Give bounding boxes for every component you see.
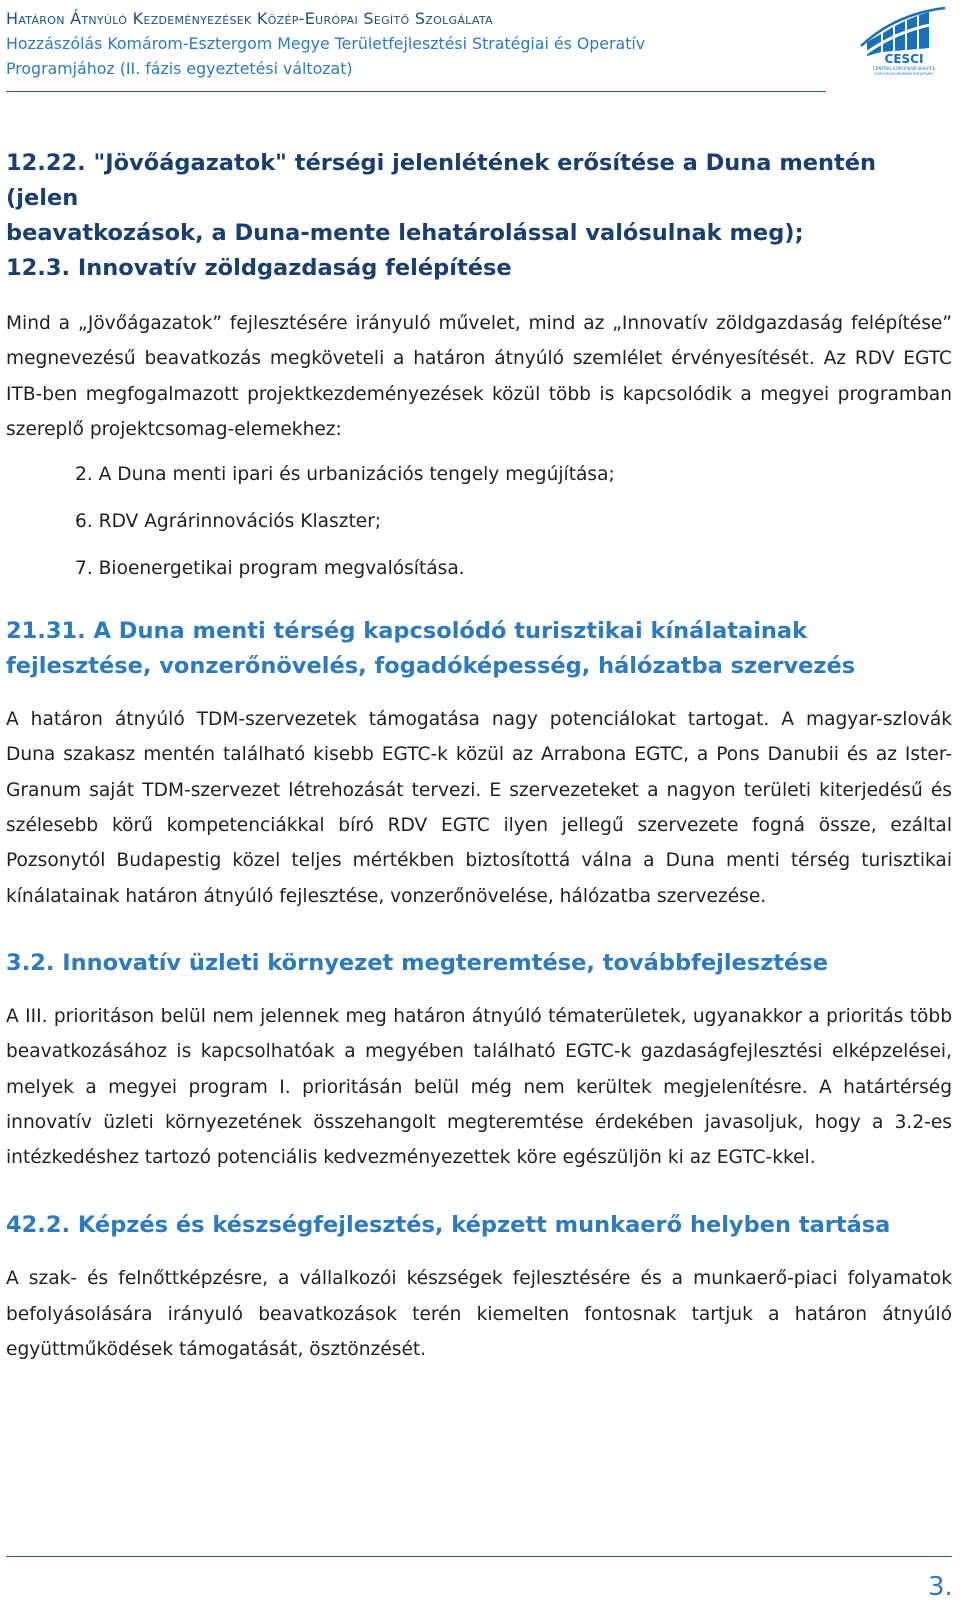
paragraph-uzleti-kornyezet: A III. prioritáson belül nem jelennek meg határon átnyúló tématerületek, ugyanakkor a prioritás több beavatkozásához is kapcsolhatóak a megyében található EGTC-k gazdaságfejlesztési elképzelései, melyek a megyei program I. prioritásán belül még nem kerültek megjelenítésre. A határtérség innovatív üzleti környezetének összehangolt megteremtése érdekében javasoljuk, hogy a 3.2-es intézkedéshez tartozó potenciális kedvezményezettek köre egészüljön ki az EGTC-kkel. xyxy=(6,1005,952,1169)
document-body xyxy=(6,146,952,1367)
organization-title-text: Határon Átnyúló Kezdeményezések Közép-Európai Segítő Szolgálata xyxy=(6,9,493,28)
logo-tagline: CENTRAL EUROPEAN SERVICE xyxy=(872,66,936,71)
document-subtitle-line1: Hozzászólás Komárom-Esztergom Megye Területfejlesztési Stratégiai és Operatív xyxy=(6,34,646,53)
list-item: 7. Bioenergetikai program megvalósítása. xyxy=(75,558,465,580)
list-item: 2. A Duna menti ipari és urbanizációs tengely megújítása; xyxy=(75,464,615,486)
project-list xyxy=(75,451,952,592)
paragraph-turizmus: A határon átnyúló TDM-szervezetek támogatása nagy potenciálokat tartogat. A magyar-szlovák Duna szakasz mentén található kisebb EGTC-k közül az Arrabona EGTC, a Pons Danubii és az Ister-Granum saját TDM-szervezet létrehozását tervezi. E szervezeteket a nagyon területi kiterjedésű és szélesebb körű kompetenciákkal bíró RDV EGTC ilyen jellegű szervezete fogná össze, ezáltal Pozsonytól Budapestig közel teljes mértékben biztosítottá válna a Duna menti térség turisztikai kínálatainak határon átnyúló fejlesztése, vonzerőnövelése, hálózatba szervezése. xyxy=(6,709,952,907)
organization-title xyxy=(6,8,826,30)
heading-line: 12.22. "Jövőágazatok" térségi jelenlétének erősítése a Duna mentén (jelen xyxy=(6,150,877,211)
list-item: 6. RDV Agrárinnovációs Klaszter; xyxy=(75,511,382,533)
paragraph-kepzes: A szak- és felnőttképzésre, a vállalkozói készségek fejlesztésére és a munkaerő-piaci folyamatok befolyásolására irányuló beavatkozások terén kiemelten fontosnak tartjuk a határon átnyúló együttműködések támogatását, ösztönzését. xyxy=(6,1268,952,1361)
footer-divider xyxy=(6,1556,952,1557)
paragraph-jovoagazatok: Mind a „Jövőágazatok” fejlesztésére irányuló művelet, mind az „Innovatív zöldgazdaság felépítése” megnevezésű beavatkozás megköveteli a határon átnyúló szemlélet érvényesítését. Az RDV EGTC ITB-ben megfogalmazott projektkezdeményezések közül több is kapcsolódik a megyei programban szereplő projektcsomag-elemekhez: xyxy=(6,313,952,440)
section-heading-uzleti-kornyezet: 3.2. Innovatív üzleti környezet megteremtése, továbbfejlesztése xyxy=(6,949,828,976)
logo-tagline2: FOR CROSS-BORDER INITIATIVES xyxy=(874,72,934,76)
document-subtitle-line2: Programjához (II. fázis egyeztetési változat) xyxy=(6,59,353,78)
section-heading-kepzes: 42.2. Képzés és készségfejlesztés, képzett munkaerő helyben tartása xyxy=(6,1212,891,1239)
page-header xyxy=(6,8,826,92)
section-heading-turizmus: 21.31. A Duna menti térség kapcsolódó turisztikai kínálatainak fejlesztése, vonzerőnövelés, fogadóképesség, hálózatba szervezés xyxy=(6,618,856,680)
heading-line: beavatkozások, a Duna-mente lehatárolással valósulnak meg); xyxy=(6,220,804,246)
section-heading-jovoagazatok xyxy=(6,146,952,286)
logo-name: CESCI xyxy=(884,52,924,66)
cesci-logo xyxy=(855,4,953,78)
heading-line: 12.3. Innovatív zöldgazdaság felépítése xyxy=(6,255,512,281)
page-number: 3. xyxy=(928,1572,953,1602)
logo-bars-icon xyxy=(861,8,947,56)
